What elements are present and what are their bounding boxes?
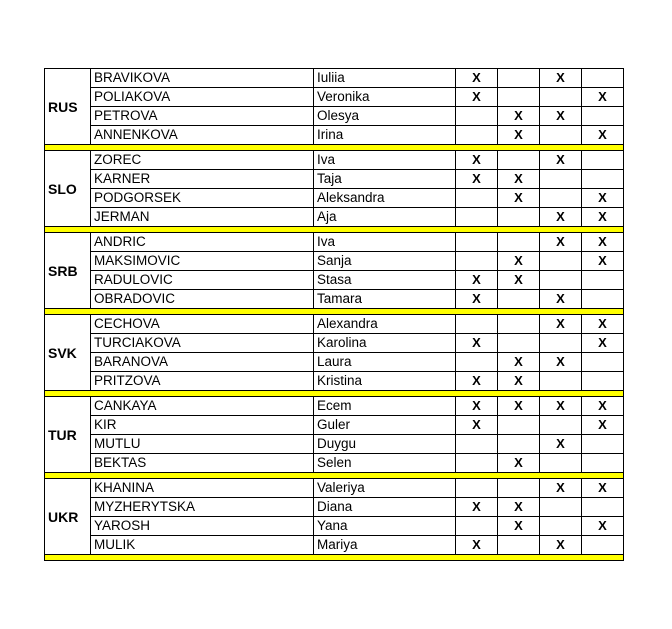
player-surname: KIR	[91, 416, 314, 435]
player-first-name: Veronika	[314, 88, 456, 107]
selection-mark: X	[540, 151, 582, 170]
player-surname: CANKAYA	[91, 397, 314, 416]
player-row	[45, 252, 624, 271]
selection-mark	[498, 416, 540, 435]
selection-mark: X	[582, 416, 624, 435]
player-row	[45, 536, 624, 555]
selection-mark	[582, 170, 624, 189]
player-first-name: Aja	[314, 208, 456, 227]
player-row	[45, 353, 624, 372]
player-row	[45, 233, 624, 252]
player-first-name: Iva	[314, 151, 456, 170]
selection-mark: X	[498, 454, 540, 473]
player-first-name: Selen	[314, 454, 456, 473]
player-surname: MUTLU	[91, 435, 314, 454]
selection-mark: X	[582, 517, 624, 536]
selection-mark	[540, 416, 582, 435]
player-row	[45, 88, 624, 107]
player-row	[45, 126, 624, 145]
selection-mark: X	[456, 170, 498, 189]
selection-mark: X	[456, 416, 498, 435]
player-surname: BRAVIKOVA	[91, 69, 314, 88]
selection-mark: X	[582, 88, 624, 107]
selection-mark	[498, 233, 540, 252]
selection-mark	[540, 334, 582, 353]
country-code: RUS	[45, 69, 91, 145]
selection-mark	[540, 498, 582, 517]
player-row	[45, 69, 624, 88]
player-first-name: Karolina	[314, 334, 456, 353]
player-surname: JERMAN	[91, 208, 314, 227]
player-first-name: Irina	[314, 126, 456, 145]
player-first-name: Tamara	[314, 290, 456, 309]
player-surname: PRITZOVA	[91, 372, 314, 391]
selection-mark: X	[540, 107, 582, 126]
selection-mark	[582, 498, 624, 517]
selection-mark	[582, 372, 624, 391]
selection-mark	[456, 208, 498, 227]
selection-mark: X	[582, 126, 624, 145]
player-row	[45, 397, 624, 416]
player-row	[45, 170, 624, 189]
player-first-name: Duygu	[314, 435, 456, 454]
player-row	[45, 498, 624, 517]
selection-mark: X	[498, 372, 540, 391]
selection-mark: X	[540, 69, 582, 88]
selection-mark	[498, 290, 540, 309]
selection-mark: X	[582, 208, 624, 227]
selection-mark: X	[540, 208, 582, 227]
player-first-name: Valeriya	[314, 479, 456, 498]
player-row	[45, 107, 624, 126]
selection-mark: X	[498, 353, 540, 372]
player-first-name: Taja	[314, 170, 456, 189]
player-surname: ANDRIC	[91, 233, 314, 252]
player-surname: ZOREC	[91, 151, 314, 170]
selection-mark: X	[498, 271, 540, 290]
player-first-name: Olesya	[314, 107, 456, 126]
selection-mark: X	[540, 435, 582, 454]
selection-mark	[498, 69, 540, 88]
selection-mark: X	[456, 290, 498, 309]
selection-mark: X	[582, 233, 624, 252]
selection-mark: X	[498, 252, 540, 271]
selection-mark	[498, 315, 540, 334]
player-surname: KARNER	[91, 170, 314, 189]
selection-mark	[498, 208, 540, 227]
player-row	[45, 151, 624, 170]
player-surname: MAKSIMOVIC	[91, 252, 314, 271]
player-surname: KHANINA	[91, 479, 314, 498]
selection-mark	[540, 517, 582, 536]
player-row	[45, 208, 624, 227]
country-code: SLO	[45, 151, 91, 227]
selection-mark: X	[456, 334, 498, 353]
selection-mark: X	[540, 353, 582, 372]
player-row	[45, 189, 624, 208]
player-row	[45, 454, 624, 473]
player-surname: OBRADOVIC	[91, 290, 314, 309]
selection-mark: X	[498, 517, 540, 536]
player-first-name: Guler	[314, 416, 456, 435]
selection-mark	[456, 517, 498, 536]
player-surname: POLIAKOVA	[91, 88, 314, 107]
separator-bar	[45, 555, 624, 561]
selection-mark: X	[456, 498, 498, 517]
selection-mark	[540, 372, 582, 391]
selection-mark	[456, 233, 498, 252]
selection-mark: X	[582, 334, 624, 353]
selection-mark	[498, 151, 540, 170]
selection-mark: X	[498, 498, 540, 517]
selection-mark	[456, 435, 498, 454]
selection-mark: X	[582, 315, 624, 334]
selection-mark	[540, 170, 582, 189]
country-code: SRB	[45, 233, 91, 309]
selection-mark: X	[540, 479, 582, 498]
player-surname: ANNENKOVA	[91, 126, 314, 145]
player-row	[45, 435, 624, 454]
player-surname: PETROVA	[91, 107, 314, 126]
selection-mark: X	[582, 189, 624, 208]
selection-mark	[456, 126, 498, 145]
selection-mark	[456, 189, 498, 208]
player-surname: BEKTAS	[91, 454, 314, 473]
player-surname: PODGORSEK	[91, 189, 314, 208]
selection-mark	[456, 315, 498, 334]
selection-mark: X	[456, 397, 498, 416]
player-first-name: Ecem	[314, 397, 456, 416]
country-code: SVK	[45, 315, 91, 391]
selection-mark: X	[540, 233, 582, 252]
player-surname: TURCIAKOVA	[91, 334, 314, 353]
selection-mark	[456, 353, 498, 372]
player-surname: RADULOVIC	[91, 271, 314, 290]
selection-mark: X	[498, 170, 540, 189]
selection-mark: X	[540, 397, 582, 416]
selection-mark	[540, 252, 582, 271]
selection-mark	[582, 151, 624, 170]
selection-mark	[582, 107, 624, 126]
country-code: UKR	[45, 479, 91, 555]
player-first-name: Mariya	[314, 536, 456, 555]
selection-mark	[582, 353, 624, 372]
selection-mark: X	[540, 315, 582, 334]
player-first-name: Yana	[314, 517, 456, 536]
player-row	[45, 517, 624, 536]
selection-mark	[582, 271, 624, 290]
selection-mark	[540, 454, 582, 473]
selection-mark: X	[456, 271, 498, 290]
player-first-name: Stasa	[314, 271, 456, 290]
selection-mark: X	[456, 69, 498, 88]
roster-table	[44, 68, 624, 561]
selection-mark	[582, 435, 624, 454]
selection-mark	[456, 454, 498, 473]
player-row	[45, 479, 624, 498]
selection-mark: X	[540, 290, 582, 309]
selection-mark: X	[456, 536, 498, 555]
player-row	[45, 416, 624, 435]
selection-mark: X	[582, 252, 624, 271]
selection-mark: X	[456, 151, 498, 170]
selection-mark	[582, 454, 624, 473]
selection-mark: X	[582, 397, 624, 416]
selection-mark	[498, 334, 540, 353]
roster-body	[45, 69, 624, 561]
player-row	[45, 372, 624, 391]
selection-mark	[456, 479, 498, 498]
selection-mark: X	[498, 107, 540, 126]
selection-mark	[582, 290, 624, 309]
selection-mark	[540, 189, 582, 208]
player-row	[45, 290, 624, 309]
selection-mark	[456, 252, 498, 271]
selection-mark	[582, 536, 624, 555]
player-row	[45, 334, 624, 353]
selection-mark: X	[456, 88, 498, 107]
country-code: TUR	[45, 397, 91, 473]
selection-mark	[498, 88, 540, 107]
selection-mark	[582, 69, 624, 88]
selection-mark	[498, 435, 540, 454]
selection-mark	[456, 107, 498, 126]
player-surname: YAROSH	[91, 517, 314, 536]
player-surname: BARANOVA	[91, 353, 314, 372]
selection-mark: X	[498, 126, 540, 145]
selection-mark: X	[498, 397, 540, 416]
selection-mark	[540, 271, 582, 290]
player-first-name: Iuliia	[314, 69, 456, 88]
selection-mark: X	[582, 479, 624, 498]
selection-mark	[498, 536, 540, 555]
player-first-name: Laura	[314, 353, 456, 372]
player-row	[45, 271, 624, 290]
selection-mark: X	[456, 372, 498, 391]
selection-mark: X	[540, 536, 582, 555]
player-first-name: Iva	[314, 233, 456, 252]
player-row	[45, 315, 624, 334]
player-first-name: Alexandra	[314, 315, 456, 334]
team-separator	[45, 555, 624, 561]
player-surname: CECHOVA	[91, 315, 314, 334]
player-first-name: Kristina	[314, 372, 456, 391]
player-first-name: Diana	[314, 498, 456, 517]
selection-mark	[498, 479, 540, 498]
selection-mark	[540, 88, 582, 107]
player-first-name: Sanja	[314, 252, 456, 271]
selection-mark: X	[498, 189, 540, 208]
selection-mark	[540, 126, 582, 145]
player-surname: MYZHERYTSKA	[91, 498, 314, 517]
player-surname: MULIK	[91, 536, 314, 555]
player-first-name: Aleksandra	[314, 189, 456, 208]
